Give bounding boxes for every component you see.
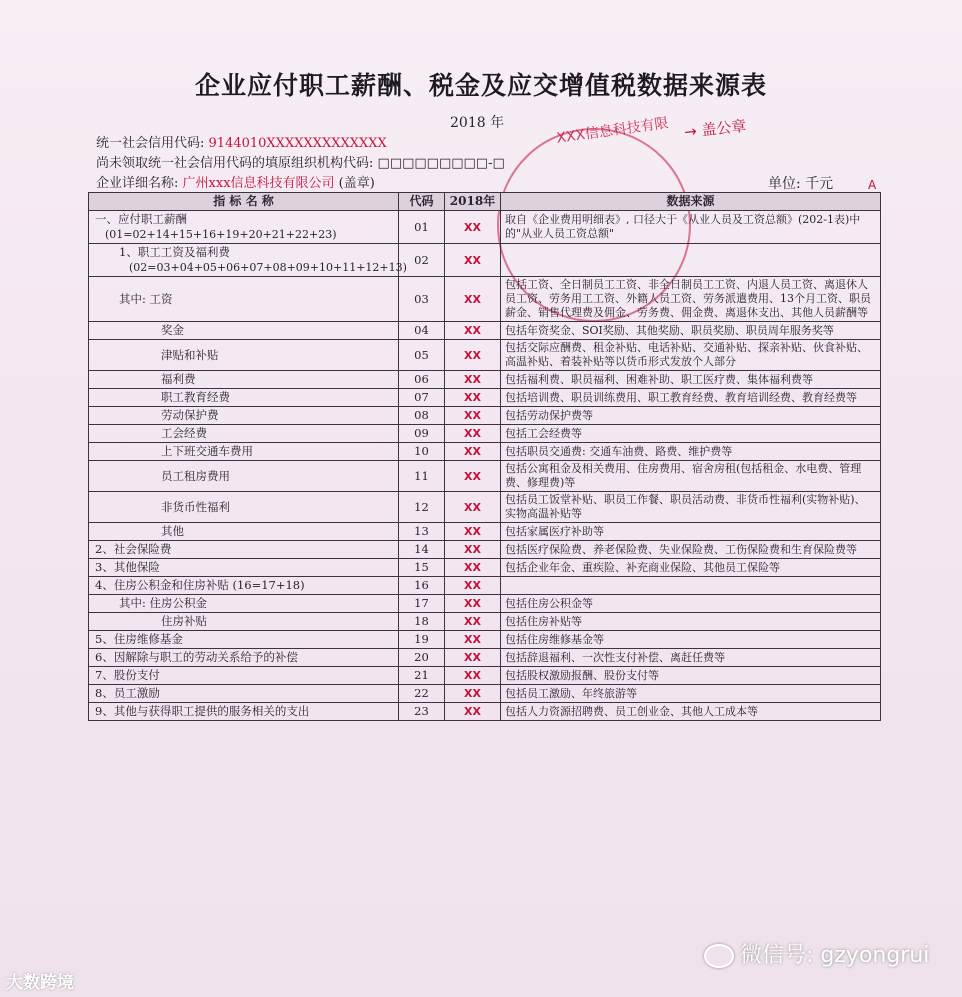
row-value: XX	[445, 595, 501, 613]
indicator-label: 1、职工工资及福利费	[119, 245, 230, 259]
row-source: 包括辞退福利、一次性支付补偿、离赶任费等	[501, 649, 881, 667]
handwritten-note: → 盖公章	[683, 116, 748, 142]
row-value: XX	[445, 322, 501, 340]
header-code: 代码	[399, 193, 445, 211]
row-source: 包括员工激励、年终旅游等	[501, 685, 881, 703]
indicator-label: 2、社会保险费	[95, 542, 172, 556]
row-value: XX	[445, 649, 501, 667]
row-code: 12	[399, 492, 445, 523]
row-source: 包括住房补贴等	[501, 613, 881, 631]
indicator-label: 3、其他保险	[95, 560, 160, 574]
indicator-label: 9、其他与获得职工提供的服务相关的支出	[95, 704, 310, 718]
row-code: 02	[399, 244, 445, 277]
row-value: XX	[445, 541, 501, 559]
indicator-label: 7、股份支付	[95, 668, 160, 682]
table-row	[89, 559, 881, 577]
row-source	[501, 577, 881, 595]
row-code: 22	[399, 685, 445, 703]
table-row	[89, 541, 881, 559]
row-code: 18	[399, 613, 445, 631]
row-value: XX	[445, 389, 501, 407]
indicator-name	[89, 631, 399, 649]
table-row	[89, 523, 881, 541]
indicator-label: 一、应付职工薪酬	[95, 212, 187, 226]
seal-text: XXX信息科技有限	[555, 115, 670, 147]
row-value: XX	[445, 461, 501, 492]
table-row	[89, 595, 881, 613]
indicator-label: 上下班交通车费用	[161, 444, 253, 458]
row-value: XX	[445, 667, 501, 685]
indicator-name	[89, 322, 399, 340]
row-value: XX	[445, 407, 501, 425]
row-value: XX	[445, 631, 501, 649]
indicator-label: 福利费	[161, 372, 196, 386]
table-row	[89, 667, 881, 685]
row-source: 包括工资、全日制员工工资、非全日制员工工资、内退人员工资、离退休人员工资、劳务用工工资、外籍人员工资、劳务派遣费用、13个月工资、职员薪金、销售代理费及佣金、劳务费、佣金费、离退休支出、其他人员薪酬等	[501, 277, 881, 322]
indicator-name	[89, 685, 399, 703]
company-line	[96, 172, 375, 191]
row-value: XX	[445, 277, 501, 322]
watermark-right-text: 微信号: gzyongrui	[740, 943, 930, 968]
data-source-table	[88, 192, 881, 721]
table-row	[89, 371, 881, 389]
row-value: XX	[445, 559, 501, 577]
indicator-label: 6、因解除与职工的劳动关系给予的补偿	[95, 650, 298, 664]
company-suffix: (盖章)	[338, 176, 375, 191]
unit-label: 单位: 千元	[768, 176, 834, 192]
indicator-name	[89, 389, 399, 407]
row-code: 10	[399, 443, 445, 461]
row-code: 23	[399, 703, 445, 721]
row-code: 09	[399, 425, 445, 443]
row-source: 包括住房公积金等	[501, 595, 881, 613]
indicator-name	[89, 541, 399, 559]
row-code: 11	[399, 461, 445, 492]
row-source: 包括股权激励报酬、股份支付等	[501, 667, 881, 685]
table-row	[89, 211, 881, 244]
company-label: 企业详细名称:	[96, 176, 179, 191]
row-code: 07	[399, 389, 445, 407]
indicator-name	[89, 613, 399, 631]
row-value: XX	[445, 492, 501, 523]
row-source: 包括培训费、职员训练费用、职工教育经费、教育培训经费、教育经费等	[501, 389, 881, 407]
row-code: 20	[399, 649, 445, 667]
credit-code-line	[96, 132, 387, 151]
row-value: XX	[445, 425, 501, 443]
row-code: 03	[399, 277, 445, 322]
row-value: XX	[445, 685, 501, 703]
row-code: 01	[399, 211, 445, 244]
row-value: XX	[445, 211, 501, 244]
indicator-name	[89, 443, 399, 461]
row-code: 21	[399, 667, 445, 685]
table-row	[89, 443, 881, 461]
row-code: 06	[399, 371, 445, 389]
indicator-label: 职工教育经费	[161, 390, 230, 404]
row-code: 19	[399, 631, 445, 649]
org-code-line	[96, 152, 505, 171]
indicator-name	[89, 407, 399, 425]
row-value: XX	[445, 577, 501, 595]
indicator-name	[89, 244, 407, 277]
row-code: 16	[399, 577, 445, 595]
table-row	[89, 703, 881, 721]
row-source: 包括人力资源招聘费、员工创业金、其他人工成本等	[501, 703, 881, 721]
org-code-label: 尚未领取统一社会信用代码的填原组织机构代码:	[96, 156, 374, 171]
table-row	[89, 649, 881, 667]
handwritten-mark: A	[868, 178, 877, 192]
indicator-label: 住房补贴	[161, 614, 207, 628]
indicator-label: 员工租房费用	[161, 468, 230, 483]
row-value: XX	[445, 523, 501, 541]
row-source: 包括住房维修基金等	[501, 631, 881, 649]
table-row	[89, 322, 881, 340]
row-value: XX	[445, 244, 501, 277]
indicator-name	[89, 559, 399, 577]
indicator-name	[89, 211, 399, 244]
table-row	[89, 492, 881, 523]
table-header-row	[89, 193, 881, 211]
watermark-left: 大数跨境	[6, 973, 74, 993]
table-row	[89, 577, 881, 595]
credit-code-value: 9144010XXXXXXXXXXXXX	[208, 136, 387, 151]
row-value: XX	[445, 703, 501, 721]
row-source: 包括职员交通费: 交通车油费、路费、维护费等	[501, 443, 881, 461]
row-value: XX	[445, 340, 501, 371]
indicator-name	[89, 649, 399, 667]
indicator-label: 非货币性福利	[161, 499, 230, 514]
indicator-name	[89, 703, 399, 721]
header-name: 指 标 名 称	[89, 193, 399, 211]
indicator-name	[89, 492, 399, 523]
indicator-label: 其他	[161, 524, 184, 538]
indicator-name	[89, 461, 399, 492]
table-row	[89, 340, 881, 371]
indicator-name	[89, 340, 399, 371]
table-row	[89, 685, 881, 703]
table-row	[89, 244, 881, 277]
row-code: 17	[399, 595, 445, 613]
credit-code-label: 统一社会信用代码:	[96, 136, 205, 151]
header-source: 数据来源	[501, 193, 881, 211]
table-row	[89, 277, 881, 322]
row-source: 包括员工饭堂补贴、职员工作餐、职员活动费、非货币性福利(实物补贴)、实物高温补贴等	[501, 492, 881, 523]
row-source: 包括劳动保护费等	[501, 407, 881, 425]
indicator-label: 津贴和补贴	[161, 347, 219, 362]
table-body	[89, 211, 881, 721]
indicator-name	[89, 595, 399, 613]
indicator-name	[89, 577, 399, 595]
row-code: 15	[399, 559, 445, 577]
row-code: 08	[399, 407, 445, 425]
row-source: 包括工会经费等	[501, 425, 881, 443]
org-code-value: □□□□□□□□□-□	[377, 156, 505, 171]
table-row	[89, 631, 881, 649]
indicator-label: 工会经费	[161, 426, 207, 440]
row-source: 包括家属医疗补助等	[501, 523, 881, 541]
indicator-name	[89, 667, 399, 685]
row-code: 04	[399, 322, 445, 340]
table-row	[89, 407, 881, 425]
table-row	[89, 461, 881, 492]
row-value: XX	[445, 371, 501, 389]
row-source: 包括公寓租金及相关费用、住房费用、宿舍房租(包括租金、水电费、管理费、修理费)等	[501, 461, 881, 492]
company-name: 广州xxx信息科技有限公司	[182, 176, 335, 191]
indicator-name	[89, 371, 399, 389]
row-value: XX	[445, 443, 501, 461]
indicator-label: 5、住房维修基金	[95, 632, 183, 646]
wechat-icon	[704, 944, 734, 968]
indicator-label: 8、员工激励	[95, 686, 160, 700]
indicator-name	[89, 277, 399, 322]
indicator-formula: (02=03+04+05+06+07+08+09+10+11+12+13)	[129, 261, 407, 274]
report-year: 2018 年	[450, 115, 505, 131]
row-source: 包括交际应酬费、租金补贴、电话补贴、交通补贴、探亲补贴、伙食补贴、高温补贴、着装补贴等以货币形式发放个人部分	[501, 340, 881, 371]
row-source: 包括医疗保险费、养老保险费、失业保险费、工伤保险费和生育保险费等	[501, 541, 881, 559]
indicator-label: 奖金	[161, 323, 184, 337]
row-value: XX	[445, 613, 501, 631]
row-code: 13	[399, 523, 445, 541]
indicator-label: 其中: 住房公积金	[119, 596, 208, 610]
row-code: 05	[399, 340, 445, 371]
indicator-name	[89, 523, 399, 541]
indicator-label: 4、住房公积金和住房补贴 (16=17+18)	[95, 578, 305, 592]
row-source: 包括企业年金、重疾险、补充商业保险、其他员工保险等	[501, 559, 881, 577]
indicator-name	[89, 425, 399, 443]
document-title: 企业应付职工薪酬、税金及应交增值税数据来源表	[194, 71, 767, 100]
row-code: 14	[399, 541, 445, 559]
indicator-label: 劳动保护费	[161, 408, 219, 422]
row-source	[501, 244, 881, 277]
watermark-right	[704, 938, 929, 969]
header-year: 2018年	[445, 193, 501, 211]
row-source: 取自《企业费用明细表》, 口径大于《从业人员及工资总额》(202-1表)中的"从业人员工资总额"	[501, 211, 881, 244]
table-row	[89, 613, 881, 631]
row-source: 包括福利费、职员福利、困难补助、职工医疗费、集体福利费等	[501, 371, 881, 389]
table-row	[89, 389, 881, 407]
table-row	[89, 425, 881, 443]
indicator-label: 其中: 工资	[119, 291, 173, 306]
row-source: 包括年资奖金、SOI奖励、其他奖励、职员奖励、职员周年服务奖等	[501, 322, 881, 340]
indicator-formula: (01=02+14+15+16+19+20+21+22+23)	[105, 228, 337, 241]
